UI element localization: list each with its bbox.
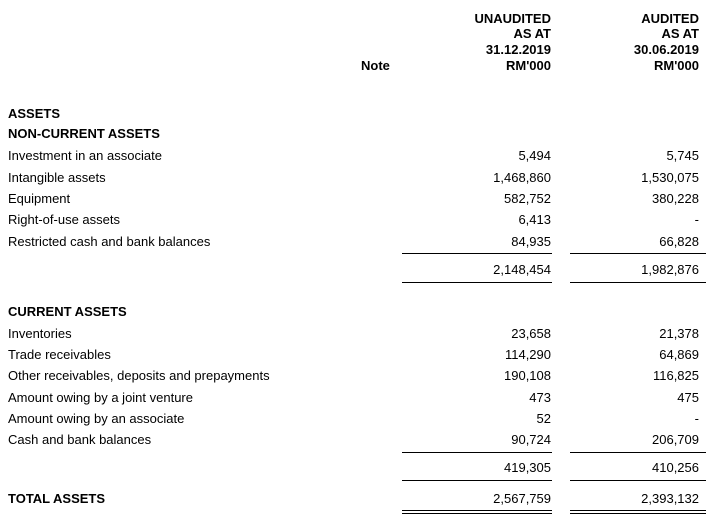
row-label: Right-of-use assets bbox=[8, 212, 120, 227]
col2-header-line2: AS AT bbox=[661, 26, 699, 41]
row-value-prior: 21,378 bbox=[659, 326, 699, 341]
subtotal-rule-top bbox=[570, 253, 706, 254]
row-value-current: 84,935 bbox=[511, 234, 551, 249]
subtotal-rule-top bbox=[570, 452, 706, 453]
row-label: Amount owing by an associate bbox=[8, 411, 185, 426]
row-value-current: 582,752 bbox=[504, 191, 551, 206]
row-value-prior: 116,825 bbox=[652, 368, 699, 383]
note-column-header: Note bbox=[361, 58, 390, 73]
current-assets-heading: CURRENT ASSETS bbox=[8, 304, 127, 319]
row-value-prior: - bbox=[694, 212, 699, 227]
row-value-current: 23,658 bbox=[511, 326, 551, 341]
col1-header-line2: AS AT bbox=[513, 26, 551, 41]
row-value-current: 52 bbox=[536, 411, 551, 426]
row-label: Trade receivables bbox=[8, 347, 111, 362]
row-value-current: 1,468,860 bbox=[493, 170, 551, 185]
row-value-prior: 1,530,075 bbox=[641, 170, 699, 185]
row-value-prior: 66,828 bbox=[659, 234, 699, 249]
row-label: Equipment bbox=[8, 191, 71, 206]
row-label: Cash and bank balances bbox=[8, 432, 152, 447]
row-value-prior: 475 bbox=[677, 390, 699, 405]
subtotal-rule-top bbox=[402, 452, 552, 453]
non-current-subtotal-current: 2,148,454 bbox=[493, 262, 551, 277]
total-assets-prior: 2,393,132 bbox=[641, 491, 699, 506]
col2-header-line4: RM'000 bbox=[654, 58, 699, 73]
total-assets-label: TOTAL ASSETS bbox=[8, 491, 106, 506]
row-label: Restricted cash and bank balances bbox=[8, 234, 211, 249]
row-label: Intangible assets bbox=[8, 170, 106, 185]
non-current-subtotal-prior: 1,982,876 bbox=[641, 262, 699, 277]
row-value-prior: 64,869 bbox=[659, 347, 699, 362]
col2-header-line1: AUDITED bbox=[641, 11, 699, 26]
row-value-current: 114,290 bbox=[504, 347, 551, 362]
current-subtotal-current: 419,305 bbox=[504, 460, 551, 475]
total-double-rule bbox=[402, 510, 552, 511]
row-value-prior: - bbox=[694, 411, 699, 426]
row-label: Inventories bbox=[8, 326, 72, 341]
col1-header-line1: UNAUDITED bbox=[474, 11, 551, 26]
row-value-current: 6,413 bbox=[518, 212, 551, 227]
row-value-prior: 380,228 bbox=[652, 191, 699, 206]
row-value-prior: 5,745 bbox=[666, 148, 699, 163]
row-label: Investment in an associate bbox=[8, 148, 162, 163]
non-current-assets-heading: NON-CURRENT ASSETS bbox=[8, 126, 160, 141]
total-double-rule bbox=[402, 513, 552, 514]
row-value-current: 90,724 bbox=[511, 432, 551, 447]
col1-header-line4: RM'000 bbox=[506, 58, 551, 73]
subtotal-rule-bottom bbox=[570, 480, 706, 481]
total-double-rule bbox=[570, 510, 706, 511]
total-double-rule bbox=[570, 513, 706, 514]
subtotal-rule-bottom bbox=[402, 282, 552, 283]
row-label: Amount owing by a joint venture bbox=[8, 390, 193, 405]
row-value-current: 5,494 bbox=[518, 148, 551, 163]
row-value-prior: 206,709 bbox=[652, 432, 699, 447]
row-value-current: 473 bbox=[529, 390, 551, 405]
assets-heading: ASSETS bbox=[8, 106, 61, 121]
row-label: Other receivables, deposits and prepayments bbox=[8, 368, 270, 383]
col1-header-line3: 31.12.2019 bbox=[485, 42, 551, 57]
col2-header-line3: 30.06.2019 bbox=[633, 42, 699, 57]
subtotal-rule-bottom bbox=[570, 282, 706, 283]
current-subtotal-prior: 410,256 bbox=[652, 460, 699, 475]
subtotal-rule-top bbox=[402, 253, 552, 254]
subtotal-rule-bottom bbox=[402, 480, 552, 481]
total-assets-current: 2,567,759 bbox=[493, 491, 551, 506]
row-value-current: 190,108 bbox=[504, 368, 551, 383]
